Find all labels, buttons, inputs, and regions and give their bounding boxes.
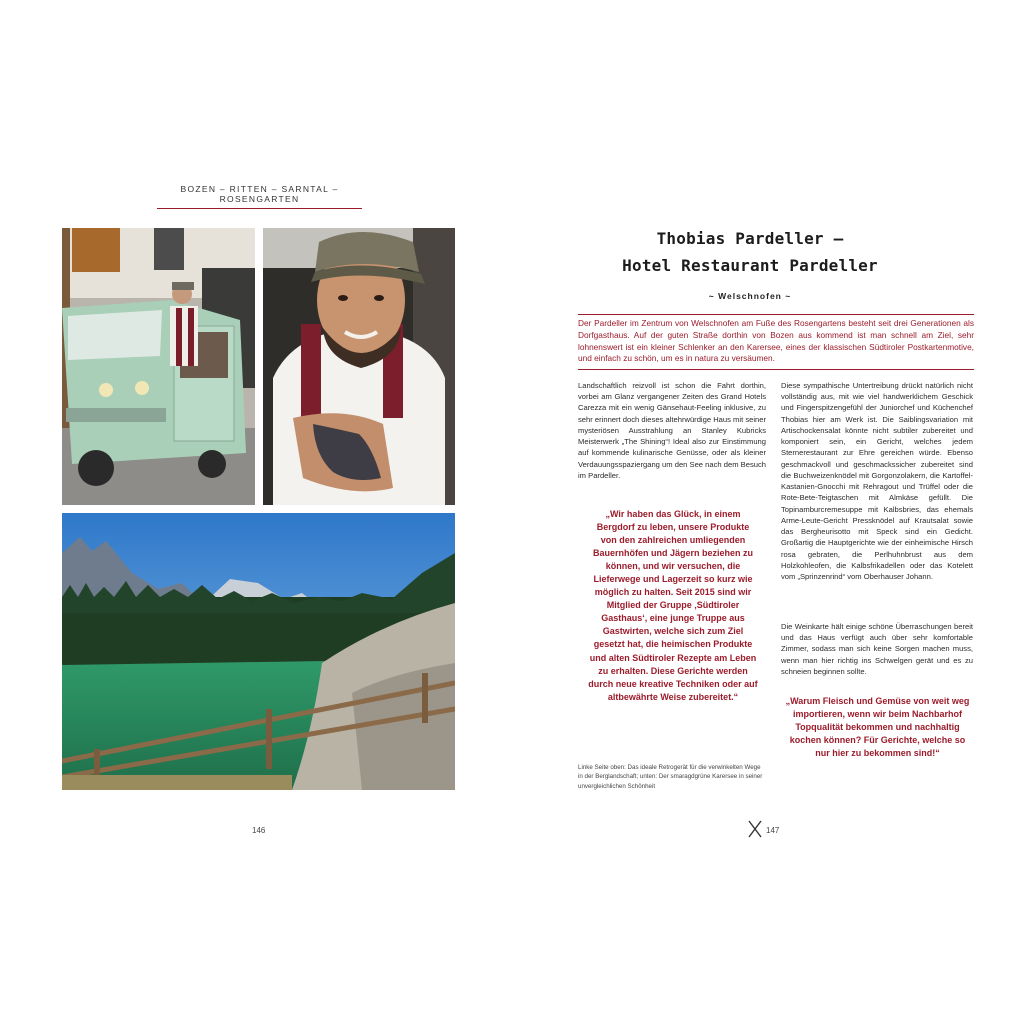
running-head: BOZEN – RITTEN – SARNTAL – ROSENGARTEN — [157, 184, 362, 209]
article-title-line2: Hotel Restaurant Pardeller — [622, 256, 878, 275]
location-label: ~ Welschnofen ~ — [708, 291, 792, 301]
photo-ape-vehicle — [62, 228, 255, 505]
body-column-1: Landschaftlich reizvoll ist schon die Fahrt dorthin, vorbei am Glanz vergangener Zeiten des Grand Hotels Carezza mit ein wenig Gänsehaut-Feeling inklusive, zu sehr erinnert doch dieses altehrwürdige Haus mit seiner mysteriösen Ausstrahlung an Stanley Kubricks Meisterwerk „The Shining“! Ideal also zur Einstimmung auf kommende kulinarische Genüsse, oder als kleiner Verdauungsspaziergang um den See nach dem Besuch im Pardeller. — [578, 381, 766, 480]
photo-karersee — [62, 513, 455, 790]
page-number-right: 147 — [766, 826, 780, 835]
lead-paragraph: Der Pardeller im Zentrum von Welschnofen am Fuße des Rosengartens besteht seit drei Generationen als Dorfgasthaus. Auf der guten Straße dorthin von Bozen aus kommend ist man schnell am Ziel, sehr lohnenswert ist ein kleiner Schlenker an den Karersee, eines der klassischen Südtiroler Postkartenmotive, und einfach zu schön, um es in natura zu versäumen. — [578, 314, 974, 370]
crossed-cutlery-icon — [747, 820, 763, 838]
photo-chef-portrait — [263, 228, 455, 505]
photo-caption: Linke Seite oben: Das ideale Retrogerät für die verwinkelten Wege in der Berglandschaft; unten: Der smaragdgrüne Karersee in seiner unvergleichlichen Schönheit — [578, 764, 763, 790]
article-title-line1: Thobias Pardeller – — [656, 229, 844, 248]
page-number-left: 146 — [252, 826, 266, 835]
pull-quote-1: „Wir haben das Glück, in einem Bergdorf zu leben, unsere Produkte von den zahlreichen umliegenden Bauernhöfen und Jägern beziehen zu können, und wir versuchen, die Lieferwege und Lagerzeit so kurz wie möglich zu halten. Seit 2015 sind wir Mitglied der Gruppe ‚Südtiroler Gasthaus‘, eine junge Truppe aus Gastwirten, welche sich zum Ziel gesetzt hat, die heimischen Produkte und alten Südtiroler Rezepte am Leben zu erhalten. Diese Gerichte werden durch neue kreative Techniken oder auf altbewährte Weise zubereitet.“ — [588, 509, 758, 702]
body-column-2-continued: Die Weinkarte hält einige schöne Überraschungen bereit und das Haus verfügt auch über sehr komfortable Zimmer, sodass man sich keine Sorgen machen muss, wenn man hier richtig ins Schwelgen gerät und es zu schneien beginnen sollte. — [781, 622, 973, 676]
body-column-2: Diese sympathische Untertreibung drückt natürlich nicht vollständig aus, mit wie viel handwerklichem Geschick und Fingerspitzengefühl der Juniorchef und Küchenchef Thobias hier am Werk ist. Die Saiblingsvariation mit Artischockensalat könnte nicht subtiler zubereitet und komponiert sein, ein Gericht, welches jedem Sternerestaurant zur Ehre gereichen würde. Ebenso geschmackvoll und geschmackssicher zubereitet sind die Buchweizenknödel mit Gorgonzolakern, die Kartoffel-Kastanien-Gnocchi mit Rehragout und Trüffel oder die Rote-Bete-Teigtaschen mit Almkäse gefüllt. Die Topinamburcremesuppe mit Kalbsbries, das ehemals Arme-Leute-Gericht Pressknödel auf Krautsalat sowie das Bergheurisotto mit Speck sind ein Gedicht. Großartig die Hauptgerichte wie der einheimische Hirsch rosa gebraten, die Perlhuhnbrust aus dem Holzkohleofen, die Kalbsfrikadellen oder das Kotelett vom „Sprinzenrind“ vom Oberhauser Johann. — [781, 381, 973, 581]
pull-quote-2: „Warum Fleisch und Gemüse von weit weg importieren, wenn wir beim Nachbarhof Topqualität bekommen und nachhaltig kochen können? Für Gerichte, welche so nur hier zu bekommen sind!“ — [785, 696, 970, 759]
